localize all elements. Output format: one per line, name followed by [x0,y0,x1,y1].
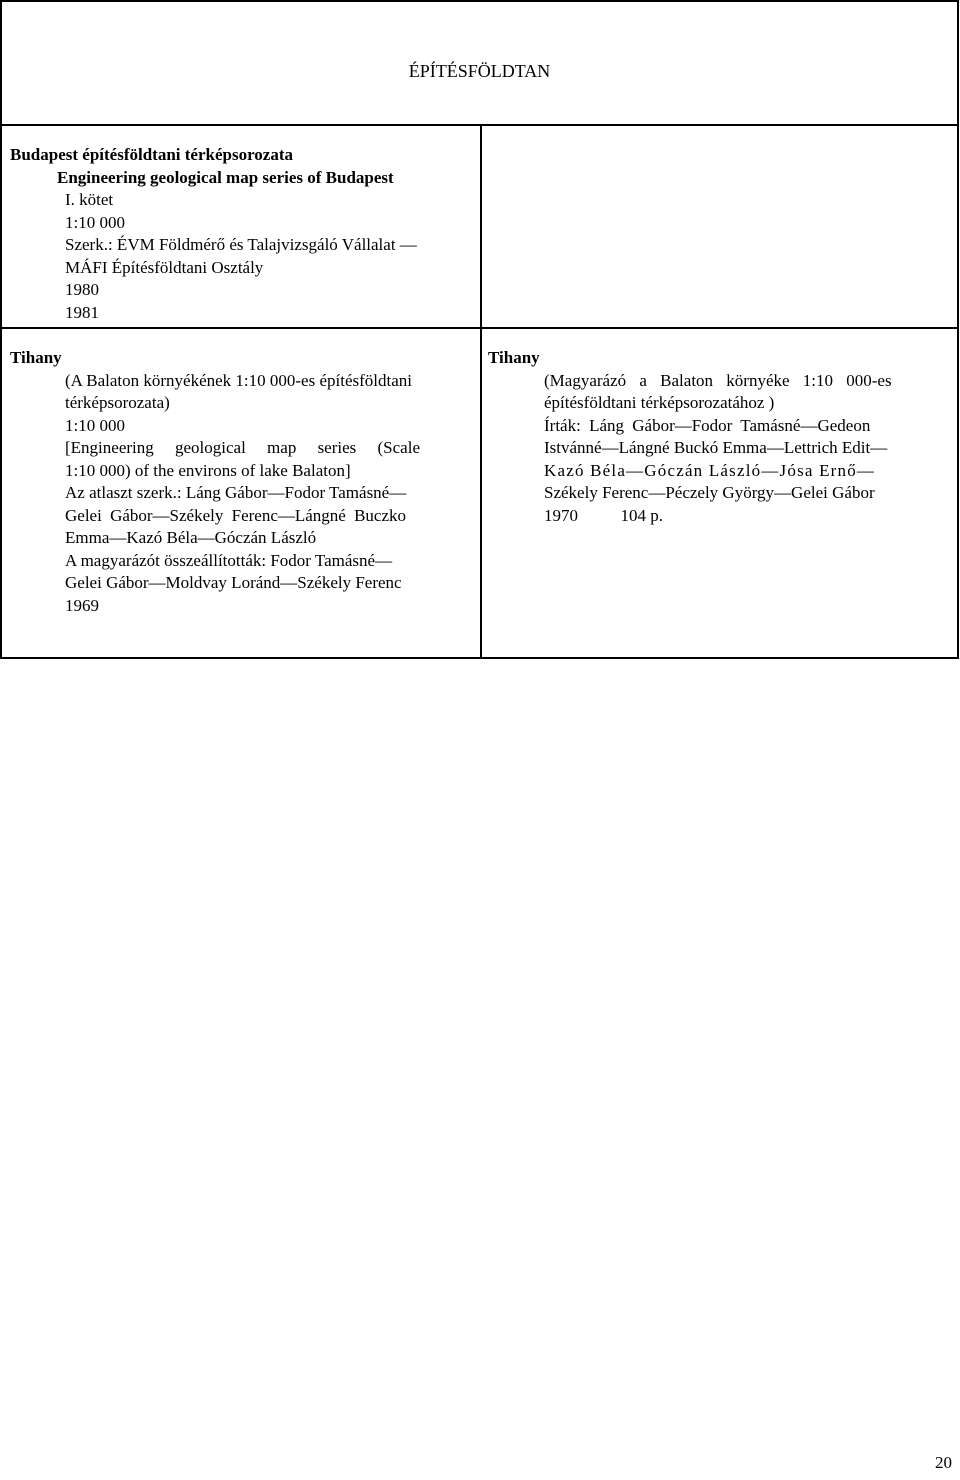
table-row [2,329,959,659]
entry-line: (A Balaton környékének 1:10 000-es építésföldtani [65,370,412,390]
entry-line: I. kötet [65,190,114,209]
table-row [2,126,959,329]
entry-budapest [2,126,480,324]
entry-line: Engineering geological map series of Budapest [57,167,394,187]
entry-line: Gelei Gábor—Moldvay Loránd—Székely Ferenc [65,573,402,592]
entry-line: (Magyarázó a Balaton környéke 1:10 000-es [544,370,892,390]
entry-line: Írták: Láng Gábor—Fodor Tamásné—Gedeon [544,415,871,435]
entry-line: Istvánné—Lángné Buckó Emma—Lettrich Edit— [544,438,888,457]
entry-line: 1970 104 p. [544,505,663,525]
entry-tihany-map [2,329,480,617]
header-row [2,2,959,126]
entry-cell-tihany-map [2,329,482,657]
entry-line: 1:10 000 [65,415,125,435]
entry-title: Budapest építésföldtani térképsorozata [10,145,294,164]
entry-line: 1969 [65,595,99,615]
catalog-table [0,0,959,659]
entry-line: [Engineering geological map series (Scale [65,438,420,457]
entry-line: 1981 [65,302,99,322]
entry-line: 1:10 000) of the environs of lake Balaton] [65,460,351,480]
entry-line: Szerk.: ÉVM Földmérő és Talajvizsgáló Vállalat — [65,235,417,254]
entry-line: Kazó Béla—Góczán László—Jósa Ernő— [544,460,876,480]
entry-title: Tihany [488,348,540,367]
empty-cell [482,126,959,327]
entry-line: térképsorozata) [65,393,170,412]
entry-tihany-explanation [482,329,957,527]
entry-details [10,167,480,325]
entry-details [10,370,480,618]
entry-line: MÁFI Építésföldtani Osztály [65,257,264,277]
entry-title: Tihany [10,348,62,367]
page-number: 20 [935,1453,952,1472]
section-title: ÉPÍTÉSFÖLDTAN [2,2,959,124]
entry-line: Gelei Gábor—Székely Ferenc—Lángné Buczko [65,505,407,525]
entry-line: 1980 [65,280,99,299]
entry-line: Az atlaszt szerk.: Láng Gábor—Fodor Tamásné— [65,483,407,502]
entry-line: A magyarázót összeállították: Fodor Tamásné— [65,550,393,570]
entry-line: építésföldtani térképsorozatához ) [544,393,775,412]
entry-cell-budapest [2,126,482,327]
entry-details [488,370,957,528]
entry-line: Emma—Kazó Béla—Góczán László [65,528,317,547]
entry-line: Székely Ferenc—Péczely György—Gelei Gábor [544,483,875,502]
entry-line: 1:10 000 [65,212,125,232]
entry-cell-tihany-explanation [482,329,959,657]
